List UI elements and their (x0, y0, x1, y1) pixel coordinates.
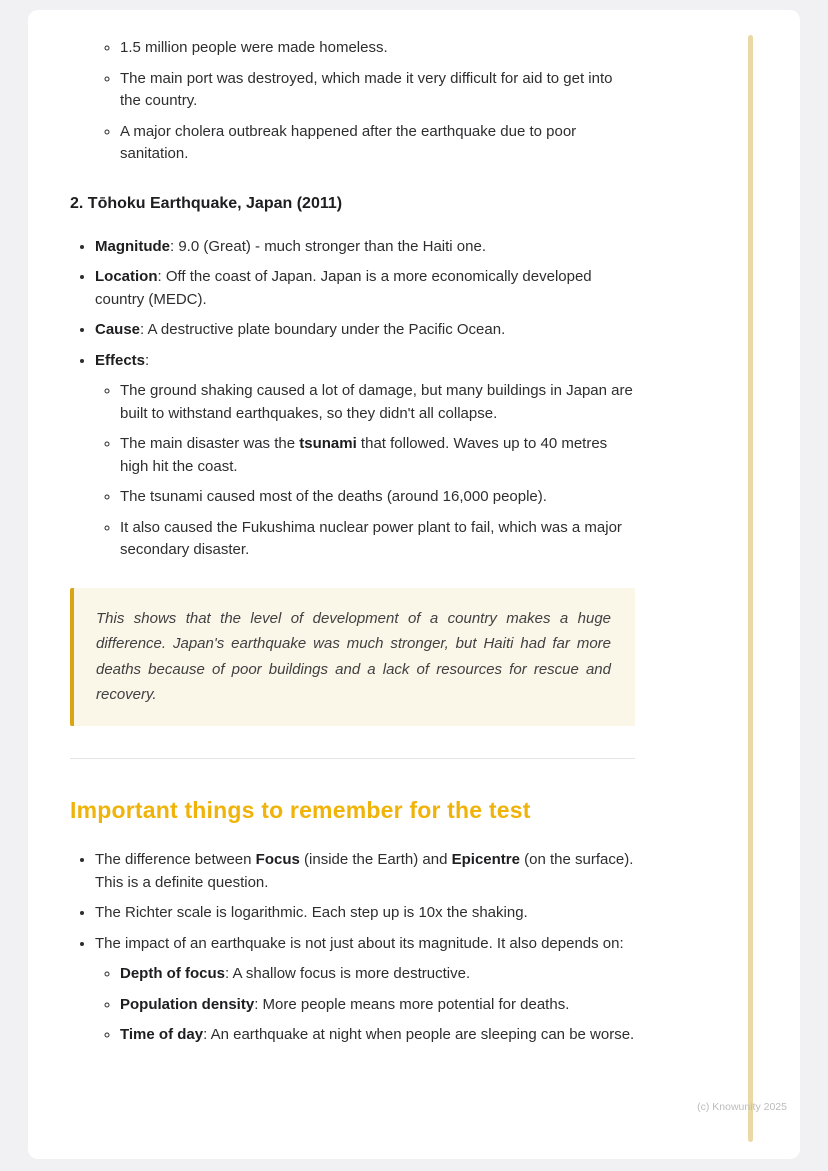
nested-sublist (95, 380, 635, 562)
text: 1.5 million people were made homeless. (120, 39, 388, 56)
bold-text: Population density (120, 995, 255, 1013)
text: The ground shaking caused a lot of damage, but many buildings in Japan are built to withstand earthquakes, so they didn't all collapse. (120, 382, 633, 422)
list-item (120, 37, 635, 60)
list-item (95, 350, 635, 562)
bold-text: Magnitude (95, 237, 170, 255)
page-edge-accent-line (748, 35, 753, 1142)
list-item (120, 380, 635, 425)
list-item (95, 266, 635, 311)
bold-text: tsunami (299, 435, 357, 452)
bold-text: Effects (95, 351, 146, 369)
text: It also caused the Fukushima nuclear power plant to fail, which was a major secondary disaster. (120, 518, 622, 558)
list-item (120, 433, 635, 478)
list-item (120, 486, 635, 509)
bold-text: Time of day (120, 1026, 204, 1043)
list-item (120, 994, 635, 1017)
text: : 9.0 (Great) - much stronger than the Haiti one. (170, 237, 486, 255)
nested-sublist (95, 963, 635, 1047)
text: : Off the coast of Japan. Japan is a more economically developed country (MEDC). (95, 268, 592, 308)
test-reminders-heading: Important things to remember for the test (70, 796, 531, 823)
text: A major cholera outbreak happened after the earthquake due to poor sanitation. (120, 122, 577, 162)
text: : More people means more potential for deaths. (254, 995, 570, 1013)
list-item (95, 933, 635, 1047)
document-page (28, 10, 800, 1159)
haiti-effects-sublist (95, 37, 635, 166)
text: The tsunami caused most of the deaths (around 16,000 people). (120, 488, 547, 505)
text: : A shallow focus is more destructive. (225, 965, 471, 982)
text: (on the surface). This is a definite question. (95, 851, 634, 891)
list-item (120, 517, 635, 562)
section-divider (70, 758, 635, 759)
development-comparison-quote (70, 588, 635, 726)
bold-text: Depth of focus (120, 965, 225, 982)
text: The main disaster was the (120, 435, 300, 452)
bold-text: Epicentre (451, 851, 520, 868)
quote-text (96, 606, 611, 708)
text: : A destructive plate boundary under the Pacific Ocean. (140, 321, 506, 338)
list-item (95, 236, 635, 259)
text: : (145, 351, 150, 369)
copyright-footer: (c) Knowunity 2025 (697, 1101, 787, 1113)
text: that followed. Waves up to 40 metres high hit the coast. (120, 435, 608, 475)
list-item (120, 963, 635, 986)
list-item (120, 1024, 635, 1047)
tohoku-facts-list (70, 236, 635, 562)
document-content (28, 10, 635, 1047)
bold-text: Cause (95, 321, 141, 338)
bold-text: Focus (255, 851, 300, 868)
tohoku-section-heading: 2. Tōhoku Earthquake, Japan (2011) (70, 194, 343, 212)
text: This shows that the level of development of a country makes a huge difference. Japan's earthquake was much stronger, but Haiti had far more deaths because of poor buildings and a lack of resources for rescue and recovery. (96, 609, 611, 703)
text: : An earthquake at night when people are sleeping can be worse. (203, 1026, 635, 1043)
list-item (95, 902, 635, 925)
list-item (95, 849, 635, 894)
text: The main port was destroyed, which made it very difficult for aid to get into the country. (120, 69, 613, 109)
list-item (120, 121, 635, 166)
list-item (120, 68, 635, 113)
test-reminders-list (70, 849, 635, 1047)
bold-text: Location (95, 268, 158, 285)
text: The impact of an earthquake is not just about its magnitude. It also depends on: (95, 934, 624, 952)
text: The Richter scale is logarithmic. Each step up is 10x the shaking. (95, 904, 528, 921)
text: (inside the Earth) and (299, 851, 452, 868)
text: The difference between (95, 851, 256, 868)
list-item (95, 319, 635, 342)
